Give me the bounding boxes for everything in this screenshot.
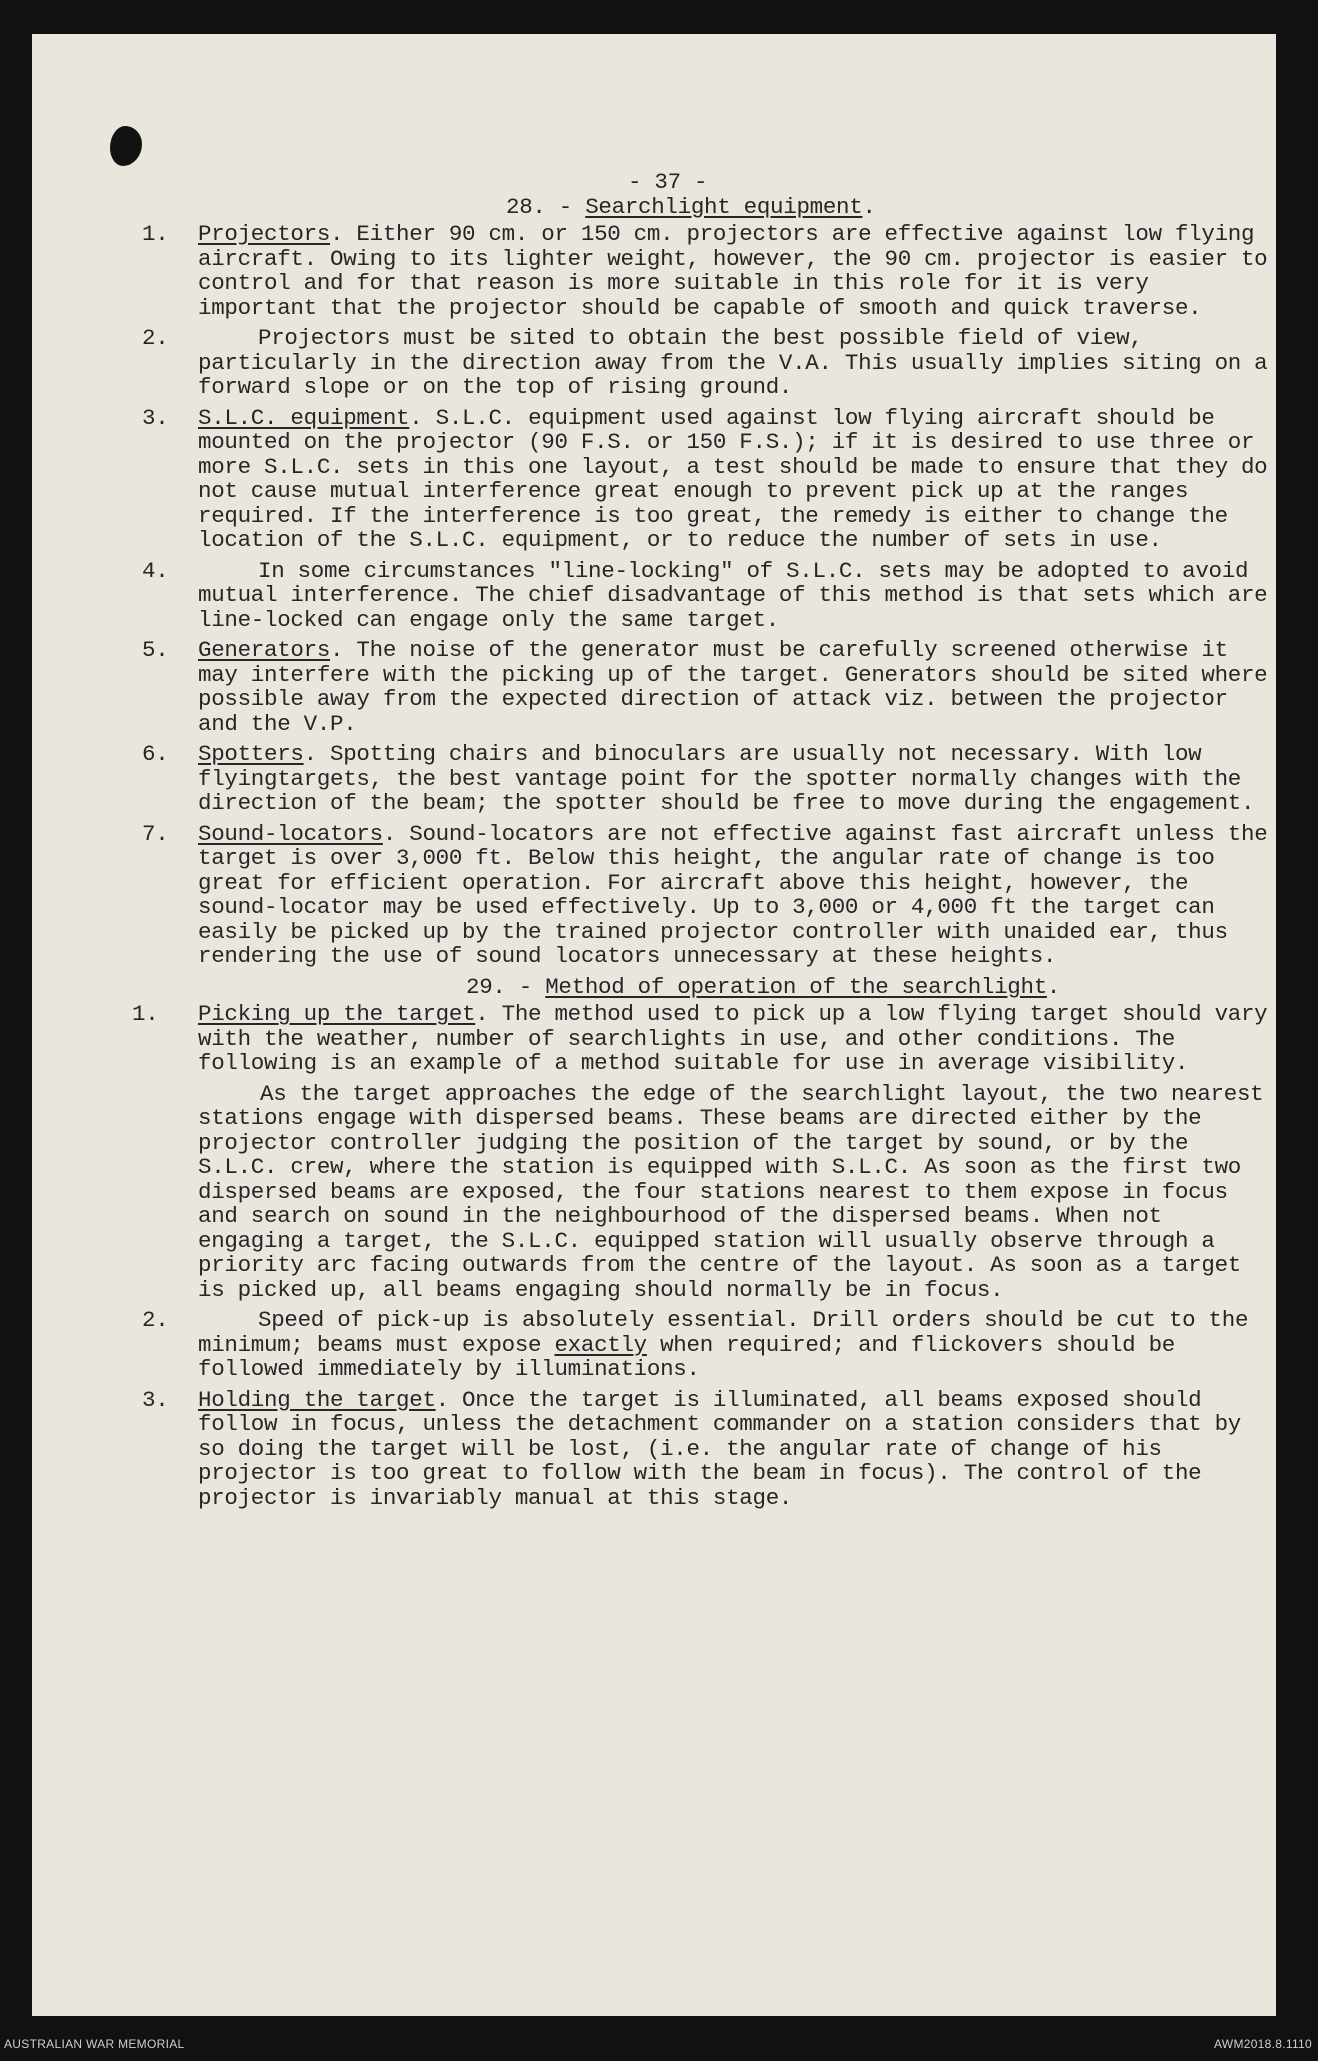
section-29-title: Method of operation of the searchlight [545,973,1047,1000]
item-title: Sound-locators [198,820,383,847]
item-28-6: 6. Spotters. Spotting chairs and binoculars are usually not necessary. With low flyingtargets, the best vantage point for the spotter normally changes with the direction of the beam; the spotter should be free to move during the engagement. [142,741,1255,816]
item-28-1: 1. Projectors. Either 90 cm. or 150 cm. projectors are effective against low flying aircraft. Owing to its lighter weight, however, the 90 cm. projector is easier to control and for that reason is more suitable in this role for it is very important that the projector should be capable of smooth and quick traverse. [142,221,1268,321]
archive-credit: AUSTRALIAN WAR MEMORIAL [4,2037,185,2051]
document-page [32,34,1276,2016]
item-title: Holding the target [198,1386,436,1413]
section-28-heading: 28. - Searchlight equipment. [506,193,876,220]
item-29-2: 2. Speed of pick-up is absolutely essential. Drill orders should be cut to the minimum; beams must expose exactly when required; and flickovers should be followed immediately by illuminations. [142,1307,1249,1382]
item-title: Picking up the target [198,1001,476,1027]
archive-id: AWM2018.8.1110 [1213,2037,1312,2051]
item-29-paragraph: As the target approaches the edge of the searchlight layout, the two nearest stations engage with dispersed beams. These beams are directed either by the projector controller judging the position of the target by sound, or by the S.L.C. crew, where the station is equipped with S.L.C. As soon as the first two dispersed beams are exposed, the four stations nearest to them expose in focus and search on sound in the neighbourhood of the dispersed beams. When not engaging a target, the S.L.C. equipped station will usually observe through a priority arc facing outwards from the centre of the layout. As soon as a target is picked up, all beams engaging should normally be in focus. [198,1080,1264,1303]
item-28-2: 2. Projectors must be sited to obtain the best possible field of view, particularly in the direction away from the V.A. This usually implies siting on a forward slope or on the top of rising ground. [142,325,1268,400]
item-29-3: 3. Holding the target. Once the target is illuminated, all beams exposed should follow in focus, unless the detachment commander on a station considers that by so doing the target will be lost, (i.e. the angular rate of change of his projector is too great to follow with the beam in focus). The control of the projector is invariably manual at this stage. [142,1386,1241,1511]
emphasis-word: exactly [554,1331,647,1358]
item-28-7: 7. Sound-locators. Sound-locators are not effective against fast aircraft unless the target is over 3,000 ft. Below this height, the angular rate of change is too great for efficient operation. For aircraft above this height, however, the sound-locator may be used effectively. Up to 3,000 or 4,000 ft the target can easily be picked up by the trained projector controller with unaided ear, thus rendering the use of sound locators unnecessary at these heights. [142,820,1268,969]
section-29-heading: 29. - Method of operation of the searchlight. [466,973,1061,1000]
page-number: - 37 - [628,169,708,195]
item-title: S.L.C. equipment [198,404,410,431]
item-28-5: 5. Generators. The noise of the generator must be carefully screened otherwise it may interfere with the picking up of the target. Generators should be sited where possible away from the expected direction of attack viz. between the projector and the V.P. [142,637,1268,737]
item-29-1: 1. Picking up the target. The method used to pick up a low flying target should vary with the weather, number of searchlights in use, and other conditions. The following is an example of a method suitable for use in average visibility. [132,1001,1268,1076]
typed-text [128,170,1268,1516]
item-title: Generators [198,637,331,663]
item-title: Projectors [198,221,331,247]
item-title: Spotters [198,741,304,767]
section-28-title: Searchlight equipment [585,193,863,220]
punch-hole [110,126,142,166]
item-28-4: 4. In some circumstances "line-locking" of S.L.C. sets may be adopted to avoid mutual interference. The chief disadvantage of this method is that sets which are line-locked can engage only the same target. [142,557,1268,633]
item-28-3: 3. S.L.C. equipment. S.L.C. equipment used against low flying aircraft should be mounted on the projector (90 F.S. or 150 F.S.); if it is desired to use three or more S.L.C. sets in this one layout, a test should be made to ensure that they do not cause mutual interference great enough to prevent pick up at the ranges required. If the interference is too great, the remedy is either to change the location of the S.L.C. equipment, or to reduce the number of sets in use. [142,404,1268,553]
